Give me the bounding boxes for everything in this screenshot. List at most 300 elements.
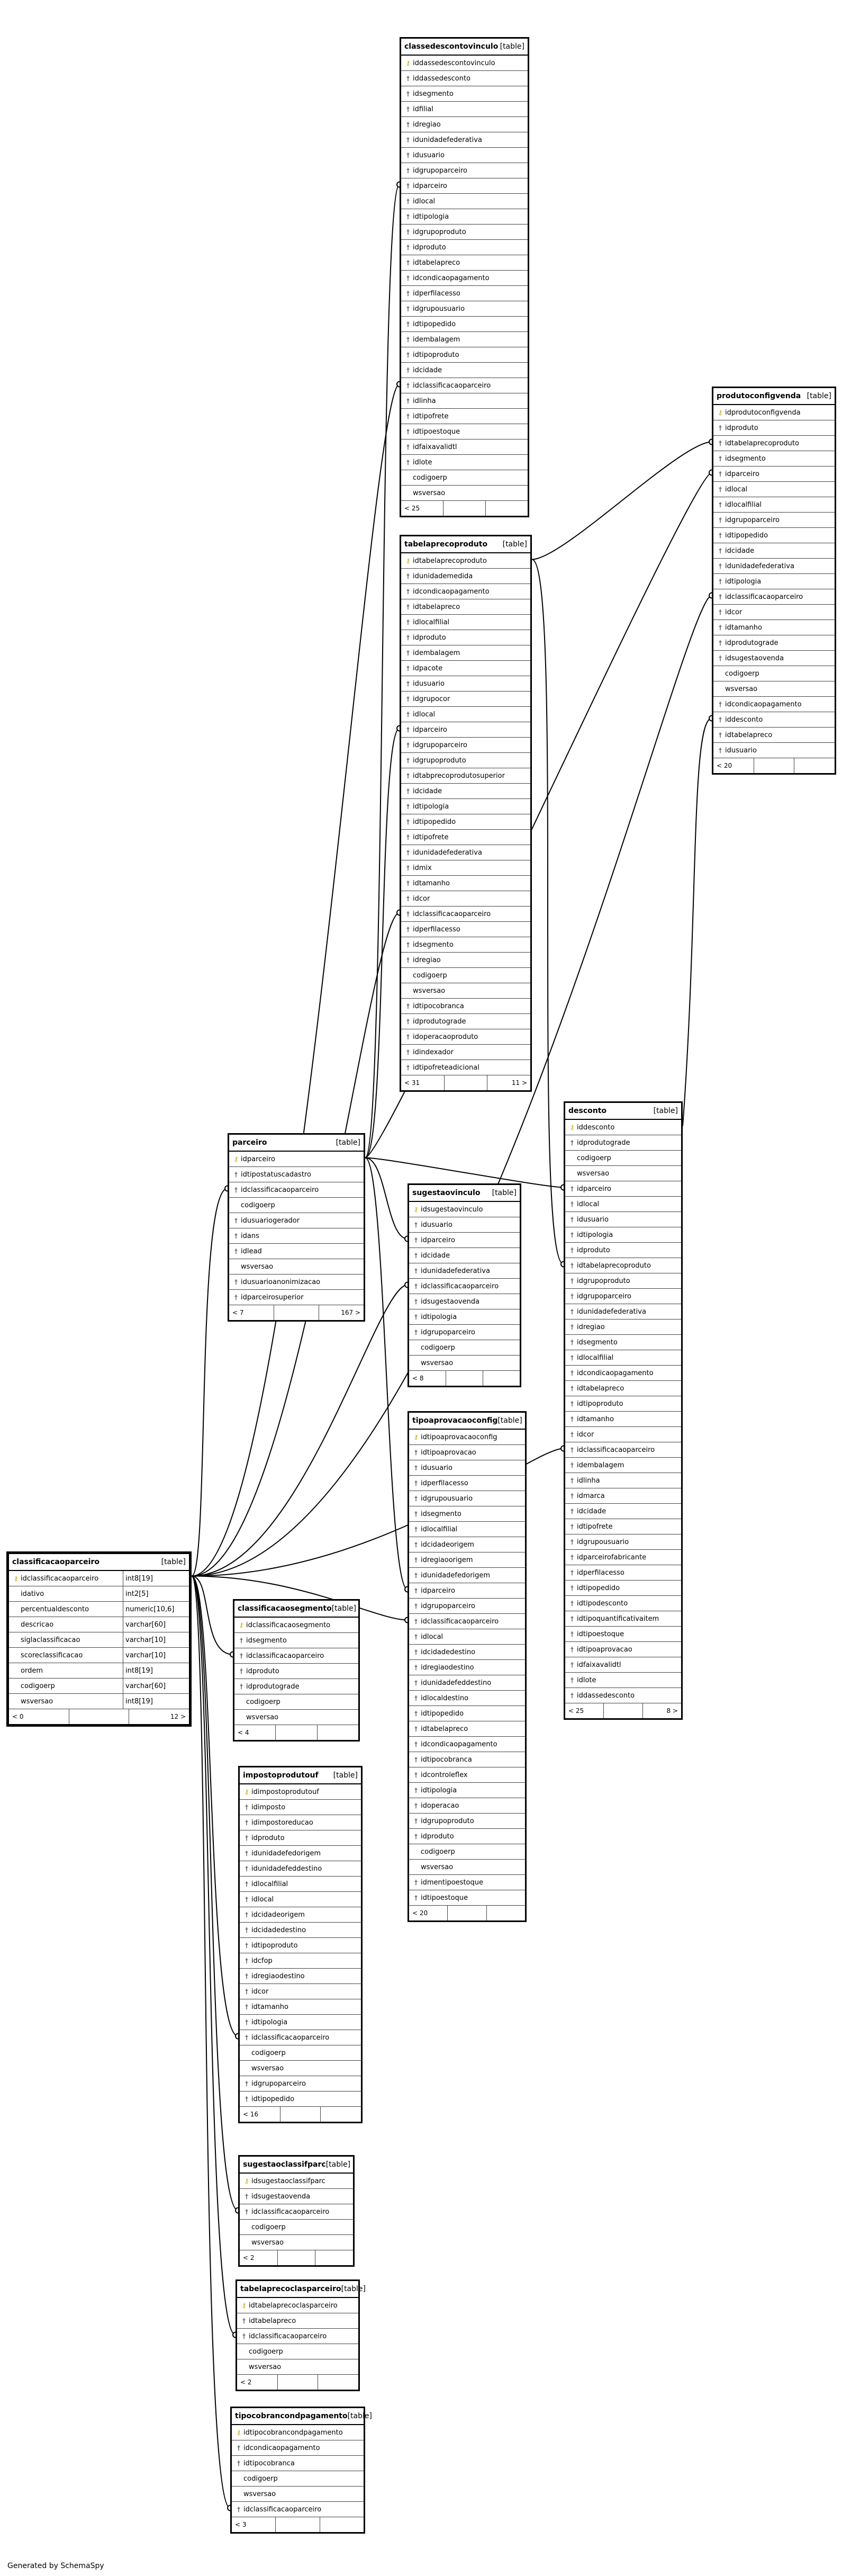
column-row[interactable] bbox=[713, 466, 835, 482]
column-row[interactable] bbox=[9, 1617, 189, 1632]
column-name: idcidade bbox=[413, 787, 442, 795]
column-row[interactable] bbox=[401, 999, 530, 1014]
column-row[interactable] bbox=[401, 645, 530, 661]
column-row[interactable] bbox=[565, 1596, 681, 1611]
column-row[interactable] bbox=[234, 1618, 358, 1633]
column-row[interactable] bbox=[713, 651, 835, 666]
column-row[interactable] bbox=[713, 513, 835, 528]
column-row[interactable] bbox=[713, 451, 835, 466]
column-row[interactable] bbox=[401, 661, 530, 676]
column-row[interactable] bbox=[234, 1633, 358, 1648]
table-header[interactable] bbox=[234, 1601, 358, 1618]
column-row[interactable] bbox=[240, 2076, 361, 2092]
column-row[interactable] bbox=[409, 1583, 525, 1599]
column-row[interactable] bbox=[237, 2359, 358, 2375]
table-name: desconto bbox=[568, 1107, 607, 1115]
column-row[interactable] bbox=[409, 1552, 525, 1568]
column-row[interactable] bbox=[409, 1783, 525, 1798]
column-row[interactable] bbox=[409, 1325, 520, 1340]
column-row[interactable] bbox=[401, 286, 528, 301]
column-row[interactable] bbox=[232, 2456, 364, 2471]
column-row[interactable] bbox=[240, 1877, 361, 1892]
column-row[interactable] bbox=[409, 1340, 520, 1356]
column-row[interactable] bbox=[565, 1243, 681, 1258]
column-row[interactable] bbox=[565, 1504, 681, 1519]
column-row[interactable] bbox=[401, 1060, 530, 1075]
foreign-key-icon: † bbox=[414, 1587, 418, 1594]
column-row[interactable] bbox=[240, 1846, 361, 1861]
column-row[interactable] bbox=[234, 1694, 358, 1710]
column-row[interactable] bbox=[240, 2030, 361, 2045]
column-row[interactable] bbox=[713, 420, 835, 436]
column-row[interactable] bbox=[401, 102, 528, 117]
column-row[interactable] bbox=[401, 178, 528, 194]
column-row[interactable] bbox=[401, 722, 530, 738]
table-header[interactable] bbox=[9, 1554, 189, 1571]
column-row[interactable] bbox=[409, 1356, 520, 1371]
column-name: idtipocobrancondpagamento bbox=[243, 2428, 343, 2437]
foreign-key-icon: † bbox=[414, 1679, 418, 1686]
relationship-line bbox=[192, 384, 400, 1576]
column-row[interactable] bbox=[409, 1248, 520, 1263]
column-row[interactable] bbox=[565, 1412, 681, 1427]
column-row[interactable] bbox=[565, 1550, 681, 1565]
column-row[interactable] bbox=[409, 1645, 525, 1660]
table-tipocobrancondpagamento[interactable] bbox=[230, 2407, 372, 2534]
column-row[interactable] bbox=[240, 1784, 361, 1800]
column-row[interactable] bbox=[401, 599, 530, 615]
column-row[interactable] bbox=[240, 2235, 353, 2250]
column-row[interactable] bbox=[565, 1273, 681, 1289]
column-row[interactable] bbox=[401, 439, 528, 455]
column-row[interactable] bbox=[409, 1476, 525, 1491]
column-row[interactable] bbox=[401, 891, 530, 906]
column-row[interactable] bbox=[401, 271, 528, 286]
column-row[interactable] bbox=[565, 1227, 681, 1243]
column-row[interactable] bbox=[240, 1938, 361, 1953]
table-footer bbox=[240, 2250, 353, 2265]
column-row[interactable] bbox=[409, 1309, 520, 1325]
column-row[interactable] bbox=[713, 589, 835, 605]
column-row[interactable] bbox=[713, 482, 835, 497]
column-row[interactable] bbox=[565, 1642, 681, 1657]
column-row[interactable] bbox=[565, 1258, 681, 1273]
column-row[interactable] bbox=[229, 1198, 364, 1213]
column-row[interactable] bbox=[401, 922, 530, 937]
column-row[interactable] bbox=[565, 1627, 681, 1642]
column-row[interactable] bbox=[401, 738, 530, 753]
column-row[interactable] bbox=[565, 1657, 681, 1673]
column-row[interactable] bbox=[401, 799, 530, 814]
column-row[interactable] bbox=[401, 71, 528, 86]
column-row[interactable] bbox=[229, 1167, 364, 1182]
primary-key-icon: ⚷ bbox=[233, 1155, 239, 1163]
column-row[interactable] bbox=[234, 1648, 358, 1664]
column-row[interactable] bbox=[401, 378, 528, 393]
column-row[interactable] bbox=[240, 2204, 353, 2220]
column-row[interactable] bbox=[409, 1814, 525, 1829]
column-row[interactable] bbox=[401, 814, 530, 830]
column-row[interactable] bbox=[401, 906, 530, 922]
table-produtoconfigvenda[interactable] bbox=[712, 387, 836, 775]
column-row[interactable] bbox=[401, 968, 530, 983]
column-row[interactable] bbox=[713, 681, 835, 697]
column-row[interactable] bbox=[9, 1663, 189, 1679]
table-footer bbox=[401, 501, 528, 516]
column-row[interactable] bbox=[401, 937, 530, 953]
column-row[interactable] bbox=[565, 1181, 681, 1197]
column-row[interactable] bbox=[713, 743, 835, 758]
column-name: idtipologia bbox=[413, 802, 449, 811]
column-row[interactable] bbox=[401, 393, 528, 409]
column-row[interactable] bbox=[409, 1875, 525, 1890]
column-row[interactable] bbox=[401, 830, 530, 845]
column-row[interactable] bbox=[565, 1304, 681, 1320]
column-row[interactable] bbox=[237, 2344, 358, 2359]
column-name: idclassificacaoparceiro bbox=[577, 1446, 655, 1454]
column-row[interactable] bbox=[401, 240, 528, 255]
column-row[interactable] bbox=[240, 1907, 361, 1923]
column-row[interactable] bbox=[565, 1335, 681, 1350]
column-row[interactable] bbox=[234, 1710, 358, 1725]
column-row[interactable] bbox=[565, 1611, 681, 1627]
column-row[interactable] bbox=[409, 1721, 525, 1737]
column-row[interactable] bbox=[713, 436, 835, 451]
column-row[interactable] bbox=[229, 1228, 364, 1244]
column-name: idunidadefeddestino bbox=[251, 1864, 322, 1873]
column-name: idlote bbox=[413, 458, 432, 466]
column-row[interactable] bbox=[240, 2174, 353, 2189]
column-row[interactable] bbox=[229, 1213, 364, 1228]
column-row[interactable] bbox=[713, 559, 835, 574]
column-name: idimposto bbox=[251, 1803, 286, 1811]
table-header[interactable] bbox=[565, 1103, 681, 1120]
column-row[interactable] bbox=[229, 1152, 364, 1167]
table-header[interactable] bbox=[240, 2157, 353, 2174]
column-row[interactable] bbox=[409, 1233, 520, 1248]
column-row[interactable] bbox=[240, 2092, 361, 2107]
column-row[interactable] bbox=[401, 486, 528, 501]
column-row[interactable] bbox=[409, 1629, 525, 1645]
column-row[interactable] bbox=[240, 1984, 361, 1999]
column-row[interactable] bbox=[229, 1182, 364, 1198]
foreign-key-icon: † bbox=[406, 121, 410, 128]
column-row[interactable] bbox=[409, 1798, 525, 1814]
column-row[interactable] bbox=[401, 163, 528, 178]
column-row[interactable] bbox=[409, 1568, 525, 1583]
column-row[interactable] bbox=[565, 1120, 681, 1135]
column-row[interactable] bbox=[401, 876, 530, 891]
table-header[interactable] bbox=[401, 39, 528, 56]
column-row[interactable] bbox=[401, 676, 530, 692]
table-header[interactable] bbox=[409, 1185, 520, 1202]
table-header[interactable] bbox=[409, 1413, 525, 1430]
column-name: idunidadefederativa bbox=[421, 1267, 490, 1275]
column-row[interactable] bbox=[713, 697, 835, 712]
column-name: idtipocobranca bbox=[421, 1755, 472, 1764]
column-row[interactable] bbox=[401, 56, 528, 71]
table-desconto[interactable] bbox=[564, 1101, 683, 1720]
column-row[interactable] bbox=[234, 1679, 358, 1694]
column-row[interactable] bbox=[9, 1648, 189, 1663]
column-row[interactable] bbox=[409, 1752, 525, 1767]
column-row[interactable] bbox=[565, 1396, 681, 1412]
column-row[interactable] bbox=[409, 1767, 525, 1783]
column-row[interactable] bbox=[9, 1571, 189, 1586]
column-row[interactable] bbox=[401, 845, 530, 860]
column-row[interactable] bbox=[409, 1599, 525, 1614]
column-name: idgrupoproduto bbox=[421, 1817, 474, 1825]
column-row[interactable] bbox=[565, 1581, 681, 1596]
column-row[interactable] bbox=[240, 1815, 361, 1830]
column-row[interactable] bbox=[232, 2502, 364, 2517]
column-row[interactable] bbox=[409, 1706, 525, 1721]
column-row[interactable] bbox=[565, 1442, 681, 1458]
column-row[interactable] bbox=[565, 1151, 681, 1166]
children-count bbox=[794, 758, 835, 773]
table-tipoaprovacaoconfig[interactable] bbox=[408, 1411, 527, 1922]
column-name: idlocal bbox=[421, 1632, 443, 1641]
column-row[interactable] bbox=[9, 1679, 189, 1694]
table-classedescontovinculo[interactable] bbox=[400, 37, 529, 517]
column-row[interactable] bbox=[565, 1366, 681, 1381]
column-row[interactable] bbox=[401, 569, 530, 584]
column-row[interactable] bbox=[713, 620, 835, 635]
column-row[interactable] bbox=[401, 194, 528, 209]
column-row[interactable] bbox=[401, 953, 530, 968]
table-sugestaovinculo[interactable] bbox=[408, 1183, 521, 1387]
column-row[interactable] bbox=[409, 1691, 525, 1706]
column-row[interactable] bbox=[409, 1537, 525, 1552]
column-row[interactable] bbox=[234, 1664, 358, 1679]
column-row[interactable] bbox=[713, 574, 835, 589]
column-row[interactable] bbox=[401, 615, 530, 630]
column-row[interactable] bbox=[409, 1217, 520, 1233]
column-row[interactable] bbox=[565, 1488, 681, 1504]
column-row[interactable] bbox=[409, 1460, 525, 1476]
column-row[interactable] bbox=[401, 455, 528, 470]
column-row[interactable] bbox=[713, 666, 835, 681]
column-row[interactable] bbox=[565, 1458, 681, 1473]
column-row[interactable] bbox=[240, 1923, 361, 1938]
column-row[interactable] bbox=[237, 2329, 358, 2344]
column-row[interactable] bbox=[401, 424, 528, 439]
column-row[interactable] bbox=[401, 1045, 530, 1060]
column-row[interactable] bbox=[565, 1197, 681, 1212]
column-row[interactable] bbox=[401, 784, 530, 799]
column-row[interactable] bbox=[401, 409, 528, 424]
column-row[interactable] bbox=[401, 363, 528, 378]
table-classificacaosegmento[interactable] bbox=[233, 1599, 360, 1742]
column-row[interactable] bbox=[240, 2015, 361, 2030]
column-name: idclassificacaoparceiro bbox=[413, 381, 491, 390]
column-row[interactable] bbox=[409, 1491, 525, 1506]
column-row[interactable] bbox=[565, 1473, 681, 1488]
foreign-key-icon: † bbox=[414, 1648, 418, 1656]
foreign-key-icon: † bbox=[406, 772, 410, 779]
column-row[interactable] bbox=[401, 630, 530, 645]
column-row[interactable] bbox=[409, 1522, 525, 1537]
column-row[interactable] bbox=[409, 1445, 525, 1460]
column-row[interactable] bbox=[232, 2471, 364, 2487]
table-header[interactable] bbox=[401, 536, 530, 553]
column-row[interactable] bbox=[565, 1519, 681, 1534]
column-row[interactable] bbox=[401, 209, 528, 225]
column-row[interactable] bbox=[229, 1259, 364, 1274]
column-row[interactable] bbox=[401, 347, 528, 363]
column-row[interactable] bbox=[565, 1289, 681, 1304]
column-row[interactable] bbox=[401, 301, 528, 317]
column-row[interactable] bbox=[409, 1829, 525, 1844]
table-header[interactable] bbox=[237, 2281, 366, 2298]
column-row[interactable] bbox=[409, 1844, 525, 1860]
foreign-key-icon: † bbox=[245, 1803, 248, 1811]
column-row[interactable] bbox=[240, 1892, 361, 1907]
column-row[interactable] bbox=[401, 1014, 530, 1029]
foreign-key-icon: † bbox=[406, 305, 410, 312]
column-row[interactable] bbox=[401, 983, 530, 999]
column-row[interactable] bbox=[409, 1890, 525, 1906]
column-row[interactable] bbox=[713, 528, 835, 543]
column-row[interactable] bbox=[240, 2045, 361, 2061]
primary-key-icon: ⚷ bbox=[718, 409, 723, 416]
column-name: idusuariogerador bbox=[241, 1216, 300, 1225]
column-row[interactable] bbox=[401, 132, 528, 148]
column-row[interactable] bbox=[237, 2313, 358, 2329]
foreign-key-icon: † bbox=[406, 649, 410, 657]
foreign-key-icon: † bbox=[414, 1556, 418, 1564]
column-name: idsugestaoclassifparc bbox=[251, 2177, 325, 2185]
foreign-key-icon: † bbox=[719, 701, 722, 708]
column-type: int8[19] bbox=[123, 1663, 189, 1678]
column-row[interactable] bbox=[713, 712, 835, 728]
column-row[interactable] bbox=[409, 1294, 520, 1309]
column-row[interactable] bbox=[409, 1614, 525, 1629]
column-row[interactable] bbox=[401, 768, 530, 784]
column-row[interactable] bbox=[240, 1969, 361, 1984]
column-row[interactable] bbox=[401, 753, 530, 768]
children-count bbox=[487, 1906, 525, 1920]
column-row[interactable] bbox=[713, 728, 835, 743]
column-row[interactable] bbox=[565, 1381, 681, 1396]
foreign-key-icon: † bbox=[245, 1850, 248, 1857]
column-row[interactable] bbox=[713, 405, 835, 420]
column-row[interactable] bbox=[401, 148, 528, 163]
column-row[interactable] bbox=[229, 1290, 364, 1305]
column-row[interactable] bbox=[401, 317, 528, 332]
table-impostoprodutouf[interactable] bbox=[238, 1766, 363, 2123]
foreign-key-icon: † bbox=[245, 1926, 248, 1934]
column-name: codigoerp bbox=[725, 669, 759, 678]
column-row[interactable] bbox=[9, 1694, 189, 1709]
column-row[interactable] bbox=[713, 605, 835, 620]
column-row[interactable] bbox=[401, 707, 530, 722]
column-row[interactable] bbox=[409, 1860, 525, 1875]
column-row[interactable] bbox=[240, 1953, 361, 1969]
column-name: idtipologia bbox=[725, 577, 762, 586]
column-row[interactable] bbox=[237, 2298, 358, 2313]
column-row[interactable] bbox=[240, 2189, 353, 2204]
column-row[interactable] bbox=[401, 584, 530, 599]
column-row[interactable] bbox=[565, 1320, 681, 1335]
column-row[interactable] bbox=[232, 2425, 364, 2440]
column-name: idregiao bbox=[413, 956, 441, 964]
column-row[interactable] bbox=[565, 1166, 681, 1181]
column-row[interactable] bbox=[240, 2061, 361, 2076]
column-row[interactable] bbox=[401, 1029, 530, 1045]
relationship-line bbox=[365, 1158, 408, 1590]
column-row[interactable] bbox=[401, 332, 528, 347]
column-name: idtipologia bbox=[413, 212, 449, 221]
column-name: siglaclassificacao bbox=[21, 1636, 80, 1644]
column-row[interactable] bbox=[713, 635, 835, 651]
column-row[interactable] bbox=[401, 255, 528, 271]
column-row[interactable] bbox=[409, 1675, 525, 1691]
column-row[interactable] bbox=[9, 1602, 189, 1617]
column-row[interactable] bbox=[229, 1274, 364, 1290]
column-row[interactable] bbox=[409, 1202, 520, 1217]
column-row[interactable] bbox=[409, 1430, 525, 1445]
column-row[interactable] bbox=[401, 553, 530, 569]
column-row[interactable] bbox=[240, 1830, 361, 1846]
column-row[interactable] bbox=[240, 1999, 361, 2015]
table-header[interactable] bbox=[713, 388, 835, 405]
table-classificacaoparceiro[interactable] bbox=[6, 1551, 192, 1727]
column-row[interactable] bbox=[409, 1263, 520, 1279]
table-parceiro[interactable] bbox=[228, 1133, 365, 1322]
column-row[interactable] bbox=[401, 860, 530, 876]
column-row[interactable] bbox=[240, 1800, 361, 1815]
column-row[interactable] bbox=[9, 1632, 189, 1648]
table-sugestaoclassifparc[interactable] bbox=[238, 2155, 355, 2267]
column-row[interactable] bbox=[713, 543, 835, 559]
foreign-key-icon: † bbox=[719, 578, 722, 585]
column-row[interactable] bbox=[713, 497, 835, 513]
column-row[interactable] bbox=[565, 1135, 681, 1151]
column-row[interactable] bbox=[401, 470, 528, 486]
column-name: idlocal bbox=[577, 1200, 600, 1208]
column-row[interactable] bbox=[401, 692, 530, 707]
column-row[interactable] bbox=[565, 1350, 681, 1366]
column-row[interactable] bbox=[401, 86, 528, 102]
column-row[interactable] bbox=[565, 1565, 681, 1581]
table-tabelaprecoproduto[interactable] bbox=[400, 535, 532, 1092]
column-row[interactable] bbox=[565, 1212, 681, 1227]
column-row[interactable] bbox=[565, 1427, 681, 1442]
column-row[interactable] bbox=[565, 1688, 681, 1703]
table-tabelaprecoclasparceiro[interactable] bbox=[236, 2279, 366, 2391]
column-row[interactable] bbox=[565, 1534, 681, 1550]
table-header[interactable] bbox=[232, 2408, 372, 2425]
column-row[interactable] bbox=[9, 1586, 189, 1602]
column-row[interactable] bbox=[409, 1279, 520, 1294]
column-row[interactable] bbox=[232, 2487, 364, 2502]
table-header[interactable] bbox=[240, 1767, 361, 1784]
column-row[interactable] bbox=[409, 1506, 525, 1522]
column-row[interactable] bbox=[401, 117, 528, 132]
column-name: idembalagem bbox=[577, 1461, 624, 1469]
foreign-key-icon: † bbox=[571, 1492, 574, 1500]
column-row[interactable] bbox=[409, 1737, 525, 1752]
column-row[interactable] bbox=[232, 2440, 364, 2456]
column-row[interactable] bbox=[409, 1660, 525, 1675]
column-row[interactable] bbox=[240, 1861, 361, 1877]
column-row[interactable] bbox=[401, 225, 528, 240]
column-row[interactable] bbox=[240, 2220, 353, 2235]
column-row[interactable] bbox=[229, 1244, 364, 1259]
table-header[interactable] bbox=[229, 1135, 364, 1152]
column-row[interactable] bbox=[565, 1673, 681, 1688]
